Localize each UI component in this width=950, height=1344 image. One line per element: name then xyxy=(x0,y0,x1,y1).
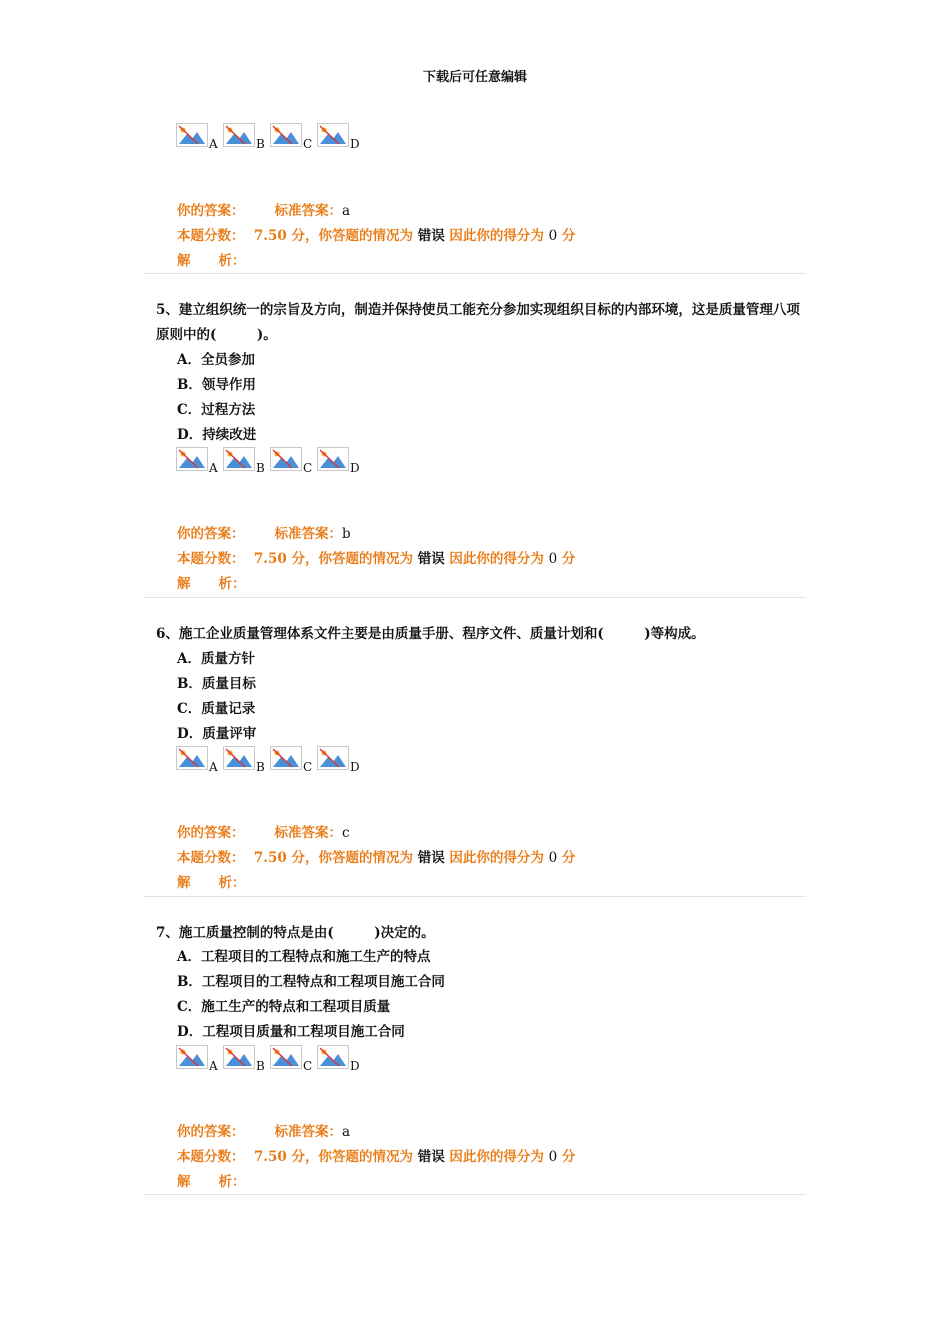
result-value: 0 xyxy=(548,850,558,866)
score-label: 本题分数： xyxy=(177,1149,245,1165)
choice-letter: B xyxy=(256,461,265,475)
score-value: 7.50 分， xyxy=(253,228,319,244)
broken-image-icon xyxy=(317,447,349,471)
result-unit: 分 xyxy=(561,850,576,866)
choice-c[interactable] xyxy=(270,1045,316,1075)
analysis-label-b: 析： xyxy=(218,1174,246,1190)
choice-images xyxy=(176,1045,376,1075)
your-answer-label: 你的答案： xyxy=(177,1124,245,1140)
score-value: 7.50 分， xyxy=(253,1149,319,1165)
choice-letter: D xyxy=(350,137,360,151)
analysis-label-a: 解 xyxy=(177,875,191,891)
broken-image-icon xyxy=(223,123,255,147)
broken-image-icon xyxy=(223,746,255,770)
separator xyxy=(144,896,806,897)
broken-image-icon xyxy=(176,746,208,770)
choice-images xyxy=(176,447,376,477)
broken-image-icon xyxy=(223,447,255,471)
choice-letter: D xyxy=(350,1059,360,1073)
status-prefix: 你答题的情况为 xyxy=(318,1149,413,1165)
option-a: A．质量方针 xyxy=(177,651,255,667)
score-value: 7.50 分， xyxy=(253,850,319,866)
option-d: D．质量评审 xyxy=(177,726,257,742)
option-c: C．施工生产的特点和工程项目质量 xyxy=(177,999,391,1015)
choice-letter: D xyxy=(350,760,360,774)
analysis-label-a: 解 xyxy=(177,253,191,269)
broken-image-icon xyxy=(176,1045,208,1069)
analysis-label-b: 析： xyxy=(218,875,246,891)
your-answer-label: 你的答案： xyxy=(177,203,245,219)
choice-a[interactable] xyxy=(176,746,222,776)
standard-answer-value: b xyxy=(342,526,351,542)
your-answer-label: 你的答案： xyxy=(177,825,245,841)
choice-a[interactable] xyxy=(176,447,222,477)
result-prefix: 因此你的得分为 xyxy=(449,1149,544,1165)
analysis-line xyxy=(177,572,246,597)
result-value: 0 xyxy=(548,551,558,567)
broken-image-icon xyxy=(176,123,208,147)
result-unit: 分 xyxy=(561,1149,576,1165)
option-b: B．领导作用 xyxy=(177,377,256,393)
page-header: 下载后可任意编辑 xyxy=(422,70,527,85)
choice-letter: C xyxy=(303,137,313,151)
choice-b[interactable] xyxy=(223,1045,269,1075)
option-b: B．工程项目的工程特点和工程项目施工合同 xyxy=(177,974,445,990)
choice-b[interactable] xyxy=(223,123,269,153)
score-label: 本题分数： xyxy=(177,551,245,567)
question-text xyxy=(156,622,802,647)
result-unit: 分 xyxy=(561,551,576,567)
standard-answer-label: 标准答案： xyxy=(274,203,342,219)
result-value: 0 xyxy=(548,228,558,244)
result-unit: 分 xyxy=(561,228,576,244)
broken-image-icon xyxy=(317,746,349,770)
choice-images xyxy=(176,746,376,776)
answer-line xyxy=(177,821,350,846)
score-label: 本题分数： xyxy=(177,850,245,866)
status-prefix: 你答题的情况为 xyxy=(318,551,413,567)
status-value: 错误 xyxy=(417,850,445,866)
choice-c[interactable] xyxy=(270,123,316,153)
choice-letter: A xyxy=(209,760,218,774)
analysis-line xyxy=(177,1170,246,1195)
choice-b[interactable] xyxy=(223,447,269,477)
broken-image-icon xyxy=(317,123,349,147)
standard-answer-label: 标准答案： xyxy=(274,526,342,542)
option-d: D．持续改进 xyxy=(177,427,257,443)
separator xyxy=(144,1194,806,1195)
result-prefix: 因此你的得分为 xyxy=(449,850,544,866)
option-a: A．工程项目的工程特点和施工生产的特点 xyxy=(177,949,431,965)
broken-image-icon xyxy=(223,1045,255,1069)
standard-answer-value: a xyxy=(342,1124,351,1140)
choice-images xyxy=(176,123,376,153)
answer-line xyxy=(177,1120,350,1145)
choice-letter: A xyxy=(209,137,218,151)
question-text xyxy=(156,921,802,946)
option-a: A．全员参加 xyxy=(177,352,255,368)
score-line xyxy=(177,224,575,249)
analysis-label-b: 析： xyxy=(218,576,246,592)
result-prefix: 因此你的得分为 xyxy=(449,228,544,244)
choice-c[interactable] xyxy=(270,746,316,776)
choice-letter: C xyxy=(303,461,313,475)
broken-image-icon xyxy=(270,123,302,147)
choice-b[interactable] xyxy=(223,746,269,776)
choice-letter: D xyxy=(350,461,360,475)
answer-line xyxy=(177,522,351,547)
standard-answer-label: 标准答案： xyxy=(274,1124,342,1140)
status-value: 错误 xyxy=(417,1149,445,1165)
broken-image-icon xyxy=(317,1045,349,1069)
status-prefix: 你答题的情况为 xyxy=(318,850,413,866)
choice-letter: B xyxy=(256,1059,265,1073)
analysis-label-b: 析： xyxy=(218,253,246,269)
choice-letter: B xyxy=(256,137,265,151)
score-line xyxy=(177,1145,575,1170)
option-c: C．过程方法 xyxy=(177,402,256,418)
choice-d[interactable] xyxy=(317,746,363,776)
question-body: 施工质量控制的特点是由( )决定的。 xyxy=(178,925,435,941)
choice-c[interactable] xyxy=(270,447,316,477)
result-prefix: 因此你的得分为 xyxy=(449,551,544,567)
result-value: 0 xyxy=(548,1149,558,1165)
analysis-label-a: 解 xyxy=(177,576,191,592)
status-value: 错误 xyxy=(417,228,445,244)
choice-d[interactable] xyxy=(317,123,363,153)
score-line xyxy=(177,547,575,572)
broken-image-icon xyxy=(176,447,208,471)
separator xyxy=(144,597,806,598)
choice-letter: C xyxy=(303,1059,313,1073)
question-number: 6、 xyxy=(156,626,179,642)
broken-image-icon xyxy=(270,746,302,770)
score-value: 7.50 分， xyxy=(253,551,319,567)
question-number: 5、 xyxy=(156,302,179,318)
score-label: 本题分数： xyxy=(177,228,245,244)
question-text xyxy=(156,298,802,348)
status-prefix: 你答题的情况为 xyxy=(318,228,413,244)
choice-letter: C xyxy=(303,760,313,774)
choice-a[interactable] xyxy=(176,123,222,153)
separator xyxy=(144,273,806,274)
analysis-line xyxy=(177,249,246,274)
broken-image-icon xyxy=(270,1045,302,1069)
choice-d[interactable] xyxy=(317,1045,363,1075)
your-answer-label: 你的答案： xyxy=(177,526,245,542)
option-b: B．质量目标 xyxy=(177,676,256,692)
status-value: 错误 xyxy=(417,551,445,567)
answer-line xyxy=(177,199,350,224)
option-c: C．质量记录 xyxy=(177,701,256,717)
standard-answer-label: 标准答案： xyxy=(274,825,342,841)
choice-d[interactable] xyxy=(317,447,363,477)
analysis-label-a: 解 xyxy=(177,1174,191,1190)
analysis-line xyxy=(177,871,246,896)
choice-letter: A xyxy=(209,1059,218,1073)
broken-image-icon xyxy=(270,447,302,471)
choice-letter: A xyxy=(209,461,218,475)
question-body: 建立组织统一的宗旨及方向，制造并保持使员工能充分参加实现组织目标的内部环境，这是质量管理八项原则中的( )。 xyxy=(156,302,800,343)
option-d: D．工程项目质量和工程项目施工合同 xyxy=(177,1024,405,1040)
standard-answer-value: a xyxy=(342,203,351,219)
choice-letter: B xyxy=(256,760,265,774)
question-body: 施工企业质量管理体系文件主要是由质量手册、程序文件、质量计划和( )等构成。 xyxy=(178,626,705,642)
standard-answer-value: c xyxy=(342,825,350,841)
score-line xyxy=(177,846,575,871)
question-number: 7、 xyxy=(156,925,179,941)
choice-a[interactable] xyxy=(176,1045,222,1075)
